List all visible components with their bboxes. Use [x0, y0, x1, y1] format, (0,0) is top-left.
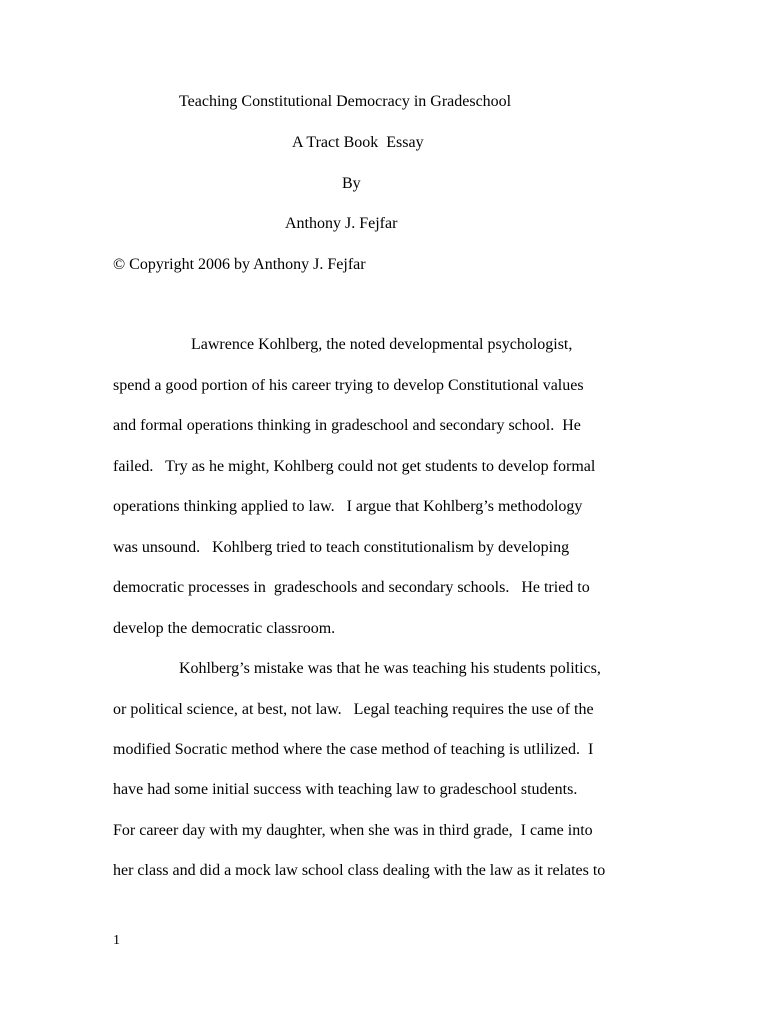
paragraph-line: was unsound. Kohlberg tried to teach constitutionalism by developing	[113, 539, 570, 556]
document-title: Teaching Constitutional Democracy in Gradeschool	[179, 93, 512, 110]
paragraph-line: Kohlberg’s mistake was that he was teaching his students politics,	[179, 660, 601, 677]
paragraph-line: failed. Try as he might, Kohlberg could not get students to develop formal	[113, 458, 596, 475]
paragraph-line: For career day with my daughter, when she was in third grade, I came into	[113, 822, 593, 839]
paragraph-line: spend a good portion of his career trying to develop Constitutional values	[113, 377, 584, 394]
paragraph-line: have had some initial success with teaching law to gradeschool students.	[113, 781, 578, 798]
paragraph-line: Lawrence Kohlberg, the noted developmental psychologist,	[191, 336, 573, 353]
paragraph-line: operations thinking applied to law. I argue that Kohlberg’s methodology	[113, 498, 583, 515]
paragraph-line: or political science, at best, not law. Legal teaching requires the use of the	[113, 701, 594, 718]
page-number: 1	[113, 933, 120, 948]
paragraph-line: democratic processes in gradeschools and secondary schools. He tried to	[113, 579, 590, 596]
copyright-notice: © Copyright 2006 by Anthony J. Fejfar	[113, 256, 366, 273]
paragraph-line: modified Socratic method where the case method of teaching is utlilized. I	[113, 741, 594, 758]
paragraph-line: develop the democratic classroom.	[113, 620, 336, 637]
paragraph-line: her class and did a mock law school class dealing with the law as it relates to	[113, 862, 606, 879]
byline-label: By	[342, 175, 361, 192]
document-subtitle: A Tract Book Essay	[292, 134, 424, 151]
author-name: Anthony J. Fejfar	[285, 215, 398, 232]
paragraph-line: and formal operations thinking in gradeschool and secondary school. He	[113, 417, 581, 434]
